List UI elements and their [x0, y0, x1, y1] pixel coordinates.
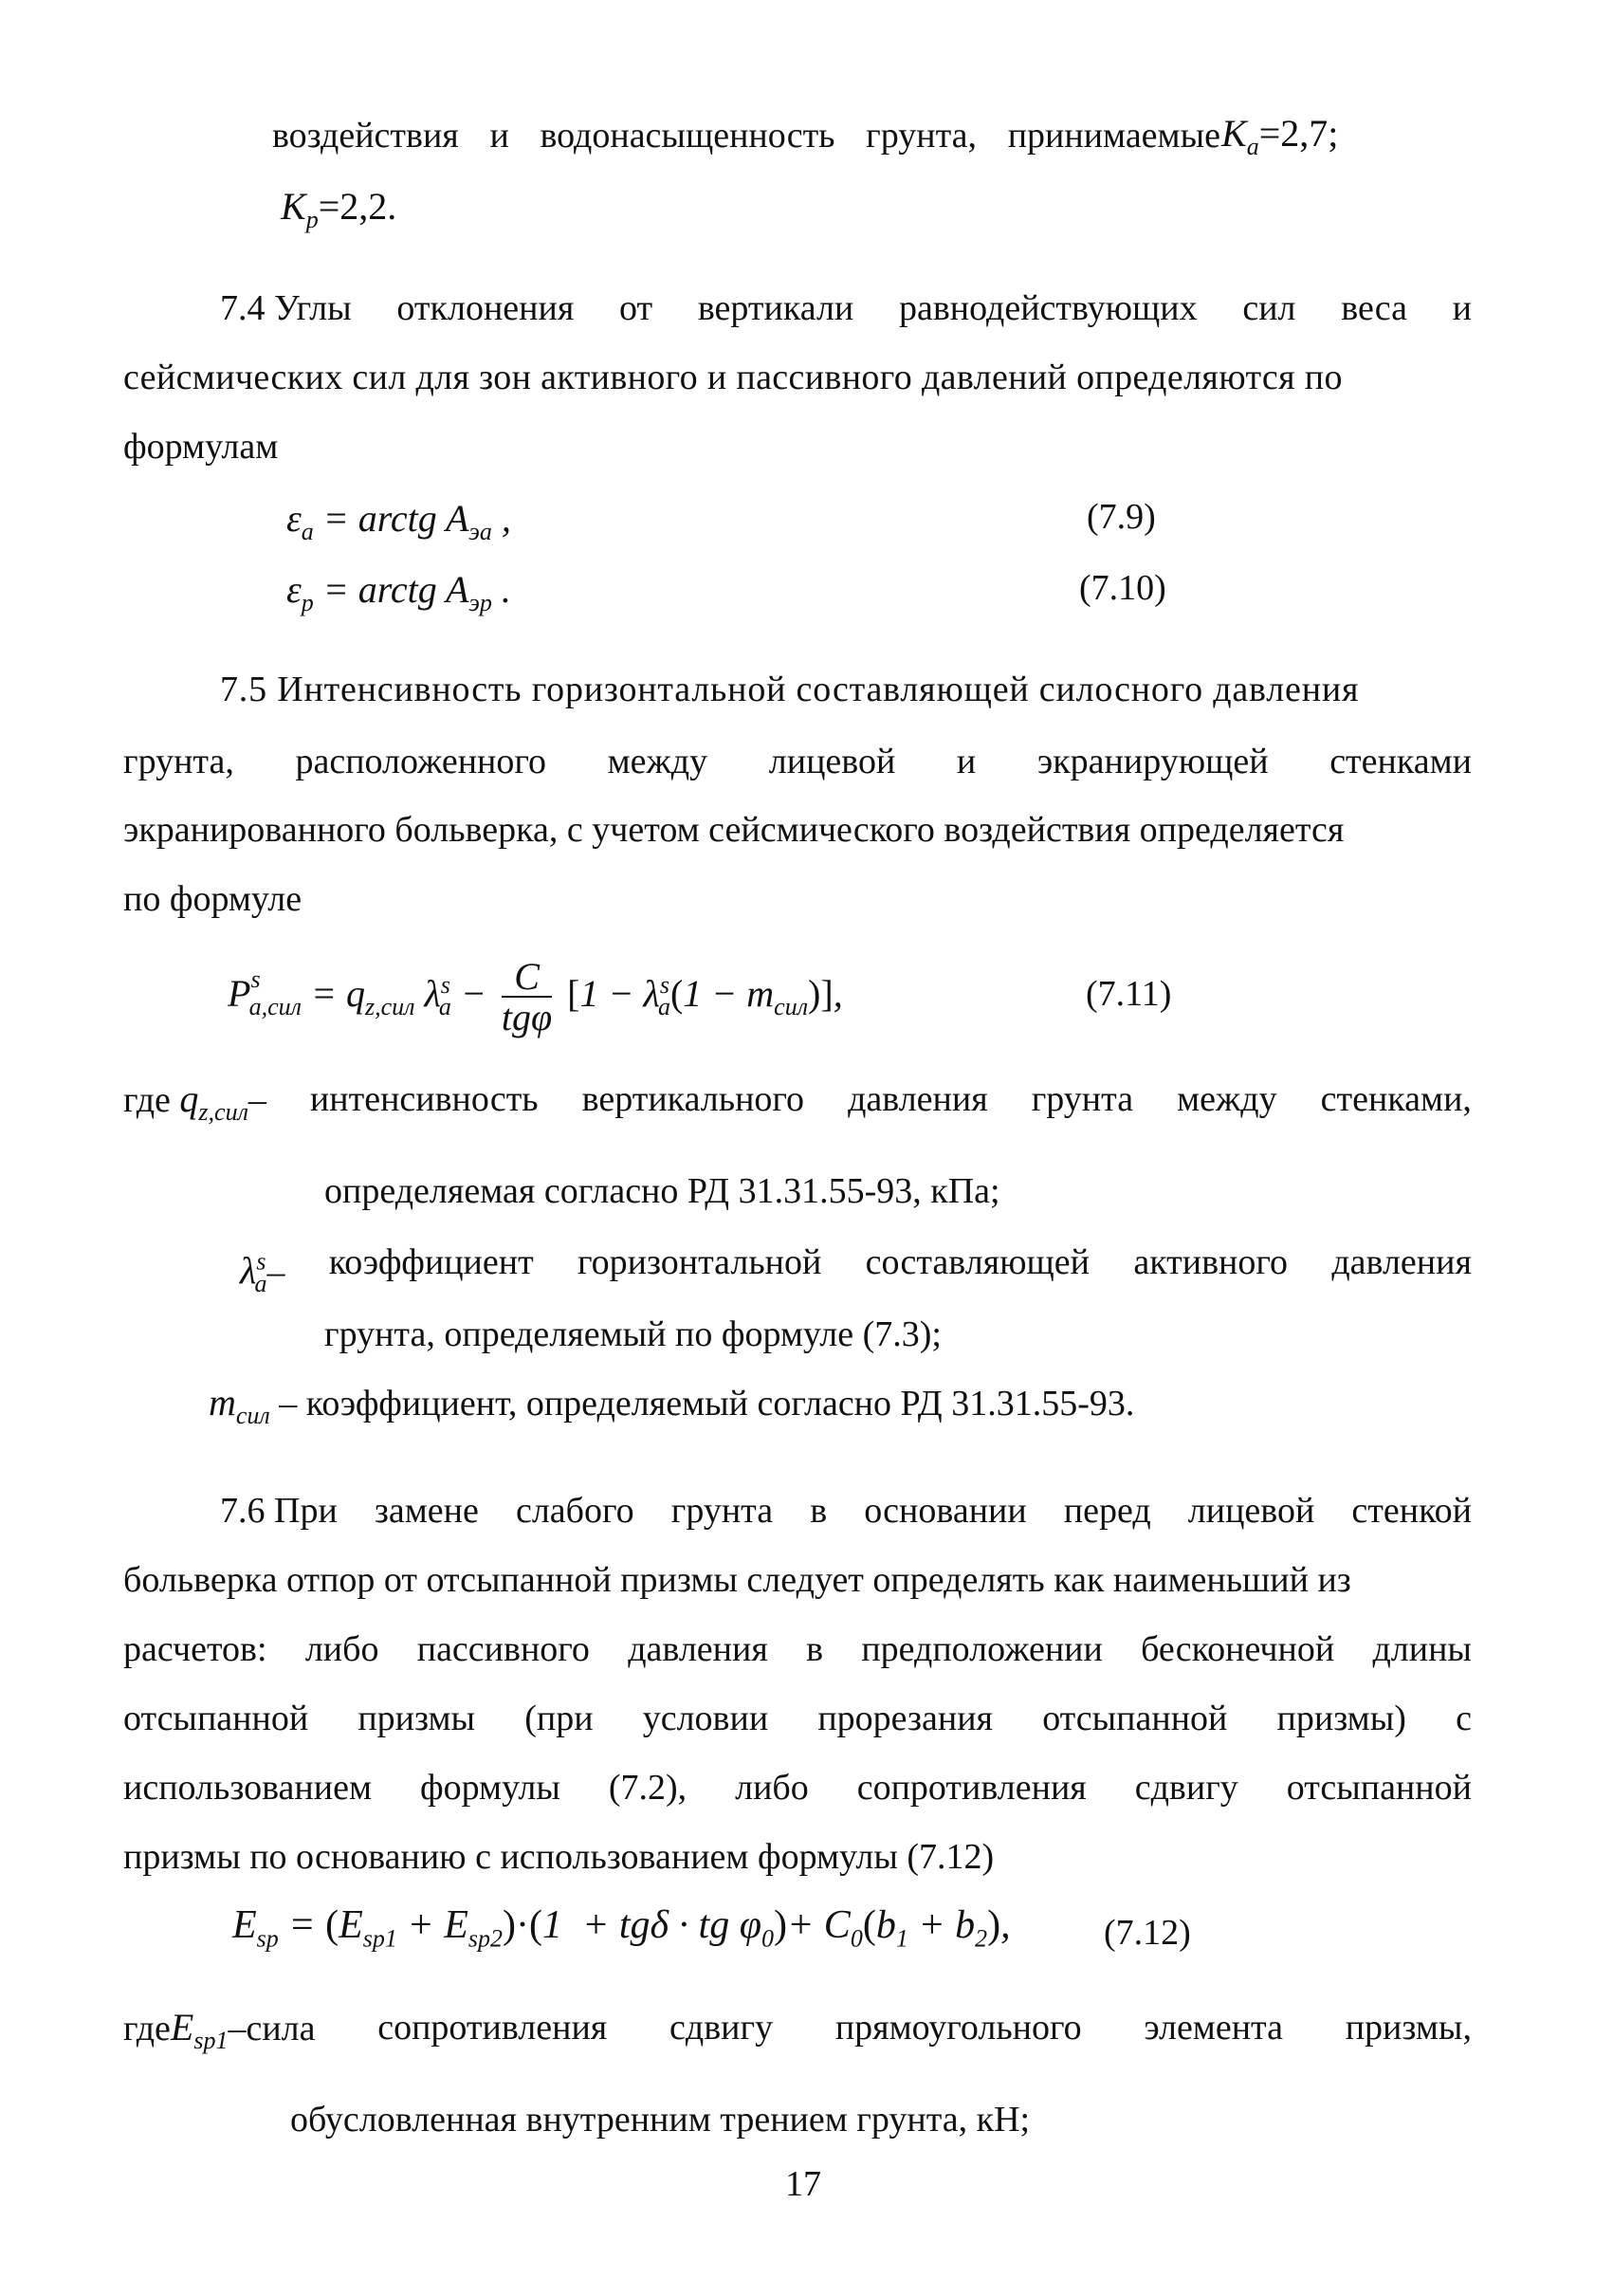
- p75-line4: по формуле: [123, 879, 302, 919]
- word: сопротивления: [856, 1768, 1087, 1808]
- word: –: [247, 1080, 266, 1120]
- p75-line3: экранированного больверка, с учетом сейсмического воздействия определяется: [123, 810, 1345, 850]
- word: отсыпанной: [123, 1699, 309, 1738]
- formula-7-9-number: (7.9): [1087, 497, 1156, 537]
- p74-line3: формулам: [123, 427, 279, 467]
- word: и: [956, 742, 977, 781]
- where-q: [123, 1077, 1472, 1134]
- word: давления: [1331, 1242, 1472, 1282]
- word: элемента: [1144, 2008, 1283, 2048]
- word: вертикали: [697, 288, 854, 328]
- where-m: [209, 1381, 1134, 1438]
- p76-line2: больверка отпор от отсыпанной призмы следует определять как наименьший из: [123, 1560, 1351, 1600]
- word: отсыпанной: [1286, 1768, 1472, 1808]
- word: где: [123, 1080, 171, 1120]
- word: от: [619, 288, 653, 328]
- word: горизонтальной: [577, 1242, 822, 1282]
- page-number: 17: [785, 2164, 821, 2204]
- word: в: [810, 1491, 828, 1531]
- word-with-ka: [1008, 114, 1220, 157]
- where-lambda-cont: грунта, определяемый по формуле (7.3);: [324, 1314, 942, 1354]
- lambda-prefix: [240, 1240, 284, 1306]
- word: и: [489, 116, 509, 156]
- word: расчетов:: [123, 1629, 267, 1669]
- word: грунта: [1031, 1079, 1134, 1119]
- word: прямоугольного: [834, 2008, 1082, 2048]
- word: пассивного: [416, 1629, 590, 1669]
- e-symbol: $E_{sp1}$: [170, 2006, 229, 2054]
- where-e-cont: обусловленная внутренним трением грунта, кН;: [290, 2100, 1031, 2140]
- word: –: [266, 1252, 285, 1293]
- word: в: [806, 1629, 824, 1669]
- word: стенкой: [1351, 1491, 1472, 1531]
- word: замене: [374, 1491, 479, 1531]
- where-prefix: [123, 1077, 266, 1134]
- word: грунта,: [123, 742, 234, 781]
- word: составляющей: [865, 1242, 1091, 1282]
- word: сдвигу: [669, 2008, 774, 2048]
- word: использованием: [123, 1768, 373, 1808]
- word: сопротивления: [377, 2008, 608, 2048]
- word: вертикального: [581, 1079, 805, 1119]
- p74-line1: [220, 286, 1472, 330]
- word: веса: [1341, 288, 1407, 328]
- word: грунта,: [866, 116, 978, 156]
- lambda-symbol: $\lambda^s_a$: [240, 1248, 267, 1298]
- word: условии: [642, 1699, 769, 1738]
- word: лицевой: [1187, 1491, 1315, 1531]
- word: стенками: [1329, 742, 1472, 781]
- kp-value: $K_p=2,2$.: [281, 185, 397, 233]
- word: (при: [524, 1699, 594, 1738]
- word: водонасыщенность: [540, 116, 835, 156]
- formula-7-12: $E_{sp} = (E_{sp1} + E_{sp2})\cdot(1 + tg\delta$ · tg $\varphi_0)+ C_0(b_1 + b_2)$,: [232, 1903, 1011, 1953]
- p74-line2: сейсмических сил для зон активного и пассивного давлений определяются по: [123, 358, 1343, 397]
- word: стенками,: [1320, 1079, 1472, 1119]
- where-q-cont: определяемая согласно РД 31.31.55-93, кПа;: [324, 1171, 1000, 1211]
- word: длины: [1372, 1629, 1472, 1669]
- word: сил: [1242, 288, 1296, 328]
- word: сдвигу: [1134, 1768, 1238, 1808]
- word: перед: [1063, 1491, 1151, 1531]
- word: лицевой: [768, 742, 896, 781]
- word: (7.2),: [608, 1768, 687, 1808]
- word: давления: [848, 1079, 988, 1119]
- word: коэффициент: [328, 1242, 534, 1282]
- ka-value: $K_a=2,7$;: [1221, 112, 1339, 160]
- word: с: [1456, 1699, 1472, 1738]
- word: либо: [735, 1768, 809, 1808]
- formula-7-10: $\varepsilon_p$ = arctg $A_{эр}$ .: [286, 568, 511, 616]
- word: –сила: [228, 2009, 316, 2048]
- p76-line3: [123, 1627, 1472, 1671]
- p73-line1: [272, 114, 1220, 157]
- word: либо: [304, 1629, 379, 1669]
- word: призмы): [1276, 1699, 1406, 1738]
- kp-symbol: $K_p$: [281, 185, 319, 233]
- word: прорезания: [817, 1699, 994, 1738]
- where-m-text: – коэффициент, определяемый согласно РД 31.31.55-93.: [279, 1384, 1135, 1424]
- word: и: [1452, 288, 1472, 328]
- p75-line1: 7.5 Интенсивность горизонтальной составляющей силосного давления: [220, 670, 1360, 709]
- word: основании: [864, 1491, 1027, 1531]
- word: предположении: [861, 1629, 1103, 1669]
- p76-line6: призмы по основанию с использованием формулы (7.12): [123, 1837, 995, 1877]
- p75-line2: [123, 740, 1472, 783]
- word: отсыпанной: [1042, 1699, 1228, 1738]
- fraction: C tgφ: [501, 955, 553, 1038]
- word: призмы,: [1345, 2008, 1472, 2048]
- word: активного: [1133, 1242, 1289, 1282]
- word: между: [607, 742, 708, 781]
- formula-7-12-number: (7.12): [1104, 1913, 1191, 1953]
- word: расположенного: [295, 742, 546, 781]
- where-e-prefix: [123, 2006, 316, 2063]
- word: грунта: [670, 1491, 774, 1531]
- formula-7-11-number: (7.11): [1086, 974, 1172, 1014]
- formula-7-10-number: (7.10): [1079, 568, 1166, 608]
- word: отклонения: [396, 288, 575, 328]
- p76-line5: [123, 1766, 1472, 1809]
- formula-7-9: $\varepsilon_a$ = arctg $A_{эа}$ ,: [286, 497, 511, 545]
- q-symbol: $q_{z,сил}$: [179, 1077, 248, 1126]
- word: формулы: [419, 1768, 560, 1808]
- word: воздействия: [272, 116, 459, 156]
- word: призмы: [357, 1699, 476, 1738]
- p76-line4: [123, 1697, 1472, 1740]
- word: давления: [628, 1629, 768, 1669]
- word: равнодействующих: [898, 288, 1198, 328]
- word: между: [1177, 1079, 1277, 1119]
- where-lambda: [240, 1240, 1472, 1306]
- word: где: [123, 2009, 171, 2048]
- word: бесконечной: [1141, 1629, 1335, 1669]
- m-symbol: $m_{сил}$: [209, 1381, 270, 1429]
- word: слабого: [515, 1491, 634, 1531]
- word: принимаемые: [1007, 116, 1220, 156]
- word: 7.4 Углы: [220, 288, 352, 328]
- where-e: [123, 2006, 1472, 2063]
- formula-7-11: $P^s_{a,сил} = q_{z,сил}$ $\lambda^s_a$ − C tgφ $[1 - \lambda^s_a(1 - m_{сил})]$,: [228, 955, 843, 1038]
- p76-line1: [220, 1489, 1472, 1533]
- word: экранирующей: [1036, 742, 1269, 781]
- word: интенсивность: [309, 1079, 539, 1119]
- word: 7.6 При: [220, 1491, 338, 1531]
- ka-symbol: $K_a$: [1221, 112, 1259, 160]
